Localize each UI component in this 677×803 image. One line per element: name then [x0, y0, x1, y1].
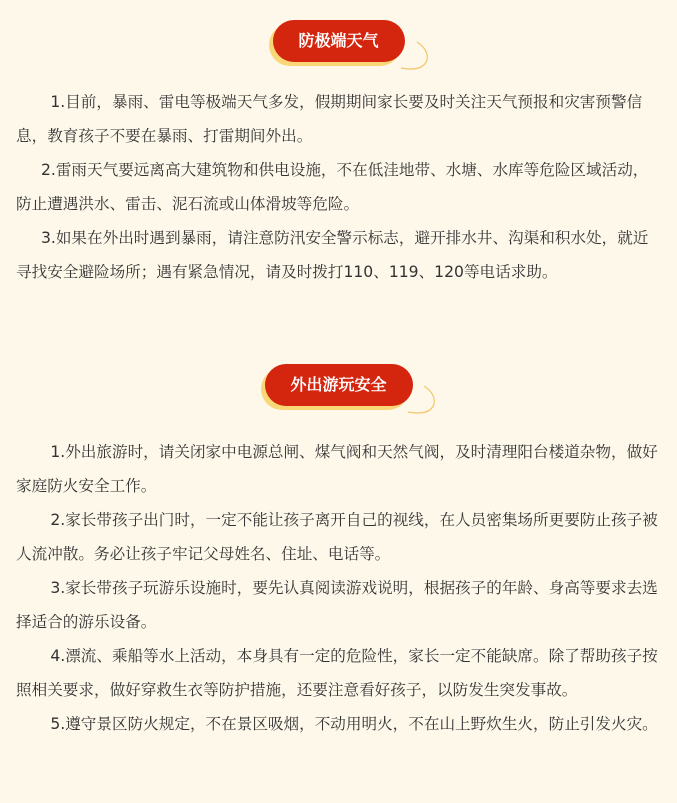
paragraph: 1.目前，暴雨、雷电等极端天气多发，假期期间家长要及时关注天气预报和灾害预警信息，教育孩子不要在暴雨、打雷期间外出。 — [16, 93, 643, 145]
paragraph: 3.如果在外出时遇到暴雨，请注意防汛安全警示标志，避开排水井、沟渠和积水处，就近寻找安全避险场所；遇有紧急情况，请及时拨打110、119、120等电话求助。 — [16, 229, 649, 281]
section-body-outdoor-safety — [16, 435, 662, 741]
paragraph: 1.外出旅游时，请关闭家中电源总闸、煤气阀和天然气阀，及时清理阳台楼道杂物，做好家庭防火安全工作。 — [16, 443, 658, 495]
paragraph: 5.遵守景区防火规定，不在景区吸烟，不动用明火，不在山上野炊生火，防止引发火灾。 — [50, 715, 658, 733]
section-title-badge: 防极端天气 — [272, 20, 404, 62]
paragraph: 2.雷雨天气要远离高大建筑物和供电设施，不在低洼地带、水塘、水库等危险区域活动，防止遭遇洪水、雷击、泥石流或山体滑坡等危险。 — [16, 161, 649, 213]
section-title-badge: 外出游玩安全 — [264, 364, 412, 406]
paragraph: 3.家长带孩子玩游乐设施时，要先认真阅读游戏说明，根据孩子的年龄、身高等要求去选择适合的游乐设备。 — [16, 579, 658, 631]
paragraph: 4.漂流、乘船等水上活动，本身具有一定的危险性，家长一定不能缺席。除了帮助孩子按照相关要求，做好穿救生衣等防护措施，还要注意看好孩子，以防发生突发事故。 — [16, 647, 658, 699]
section-header-outdoor-safety — [0, 364, 677, 414]
swirl-decoration-icon — [402, 382, 442, 418]
section-body-extreme-weather — [16, 85, 662, 289]
section-header-extreme-weather — [0, 20, 677, 70]
swirl-decoration-icon — [395, 38, 435, 74]
paragraph: 2.家长带孩子出门时，一定不能让孩子离开自己的视线，在人员密集场所更要防止孩子被人流冲散。务必让孩子牢记父母姓名、住址、电话等。 — [16, 511, 658, 563]
